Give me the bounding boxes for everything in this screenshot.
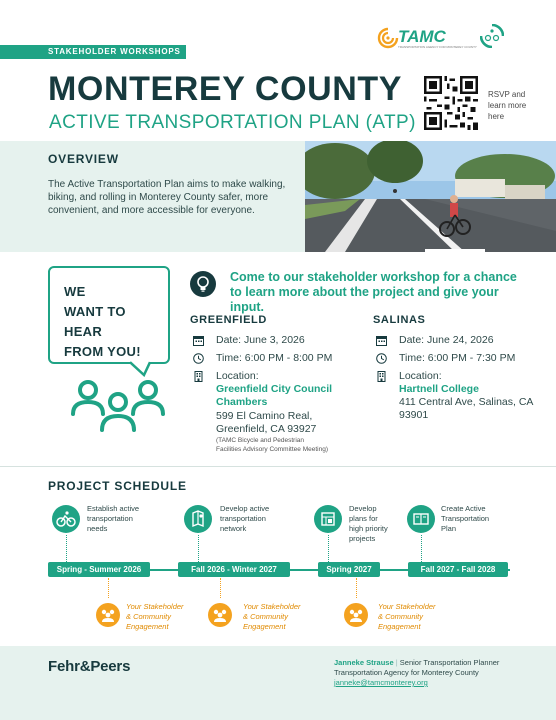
stakeholder-workshops-ribbon: STAKEHOLDER WORKSHOPS [0, 45, 186, 59]
document-icon [407, 505, 435, 533]
building-icon [193, 371, 204, 382]
engagement-label-3: Your Stakeholder & Community Engagement [378, 602, 436, 631]
clock-icon [376, 353, 387, 364]
engagement-group-icon [208, 603, 232, 627]
speech-bubble-tail [130, 361, 152, 377]
salinas-venue: Hartnell College [399, 383, 479, 395]
plans-icon [314, 505, 342, 533]
engagement-group-icon [96, 603, 120, 627]
greenfield-time: Time: 6:00 PM - 8:00 PM [216, 352, 333, 364]
clock-icon [193, 353, 204, 364]
salinas-location-label: Location: [399, 370, 442, 382]
step-3-text: Develop plans for high priority projects [349, 504, 388, 543]
cyclist-street-photo [305, 141, 556, 252]
contact-email-link[interactable]: janneke@tamcmonterey.org [334, 678, 428, 687]
rsvp-link-text[interactable]: RSVP and learn more here [488, 90, 527, 121]
we-want-to-hear-from-you: WE WANT TO HEAR FROM YOU! [64, 284, 141, 359]
active-transportation-circle-icon [480, 24, 504, 48]
engagement-connector [220, 578, 221, 598]
contact-block: Janneke Strause | Senior Transportation Planner Transportation Agency for Monterey County janneke@tamcmonterey.org [334, 658, 544, 688]
fehr-peers-logo: Fehr&Peers [48, 658, 131, 675]
contact-org: Transportation Agency for Monterey County [334, 668, 479, 677]
period-spring-2027: Spring 2027 [318, 562, 380, 577]
salinas-heading: SALINAS [373, 314, 426, 326]
salinas-address: 411 Central Ave, Salinas, CA 93901 [399, 396, 534, 421]
contact-name: Janneke Strause [334, 658, 394, 667]
engagement-connector [356, 578, 357, 598]
connector [328, 535, 329, 562]
greenfield-venue: Greenfield City Council Chambers [216, 383, 333, 408]
engagement-label-1: Your Stakeholder & Community Engagement [126, 602, 184, 631]
salinas-date: Date: June 24, 2026 [399, 334, 494, 346]
period-spring-summer-2026: Spring - Summer 2026 [48, 562, 150, 577]
connector [66, 535, 67, 562]
rsvp-qr-code[interactable] [424, 76, 478, 130]
greenfield-heading: GREENFIELD [190, 314, 267, 326]
greenfield-date: Date: June 3, 2026 [216, 334, 305, 346]
engagement-connector [108, 578, 109, 598]
greenfield-note: (TAMC Bicycle and Pedestrian Facilities Advisory Committee Meeting) [216, 437, 328, 453]
engagement-label-2: Your Stakeholder & Community Engagement [243, 602, 301, 631]
connector [421, 535, 422, 562]
network-icon [184, 505, 212, 533]
connector [198, 535, 199, 562]
bicycle-icon [52, 505, 80, 533]
calendar-icon [193, 335, 204, 346]
greenfield-address: 599 El Camino Real, Greenfield, CA 93927 [216, 410, 317, 435]
page-title: MONTEREY COUNTY [48, 70, 403, 108]
overview-body: The Active Transportation Plan aims to make walking, biking, and rolling in Monterey County safer, more convenient, and more accessible for everyone. [48, 179, 286, 217]
lightbulb-icon [190, 271, 216, 297]
salinas-time: Time: 6:00 PM - 7:30 PM [399, 352, 516, 364]
tamc-tagline: TRANSPORTATION AGENCY FOR MONTEREY COUNTY [398, 45, 477, 49]
calendar-icon [376, 335, 387, 346]
step-1-text: Establish active transportation needs [87, 504, 140, 533]
building-icon [376, 371, 387, 382]
period-fall-2027-fall-2028: Fall 2027 - Fall 2028 [408, 562, 508, 577]
engagement-group-icon [344, 603, 368, 627]
section-divider [0, 466, 556, 467]
tamc-swirl-icon [376, 26, 400, 50]
overview-heading: OVERVIEW [48, 152, 119, 166]
greenfield-location-label: Location: [216, 370, 259, 382]
community-group-icon [70, 376, 166, 434]
step-4-text: Create Active Transportation Plan [441, 504, 490, 533]
workshop-invite-text: Come to our stakeholder workshop for a chance to learn more about the project and give your input. [230, 270, 517, 314]
step-2-text: Develop active transportation network [220, 504, 270, 533]
contact-title: Senior Transportation Planner [399, 658, 500, 667]
tamc-logo: TAMC [398, 27, 446, 46]
project-schedule-heading: PROJECT SCHEDULE [48, 479, 187, 493]
page-subtitle: ACTIVE TRANSPORTATION PLAN (ATP) [49, 112, 416, 133]
period-fall-2026-winter-2027: Fall 2026 - Winter 2027 [178, 562, 290, 577]
